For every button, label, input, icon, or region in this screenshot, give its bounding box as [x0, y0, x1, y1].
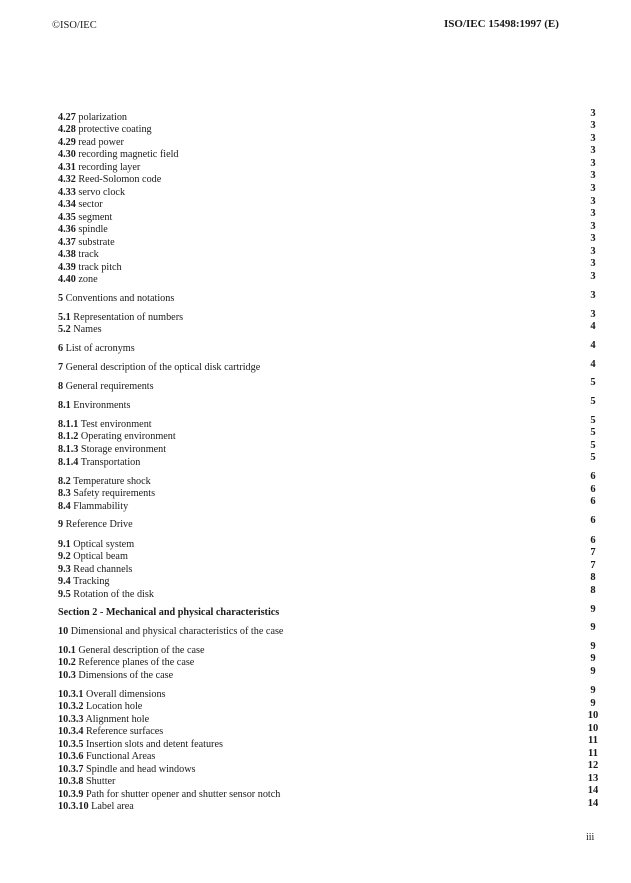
toc-entry-title: Alignment hole [85, 714, 150, 725]
toc-page-number: 12 [587, 760, 599, 771]
toc-entry-number: 10.3.4 [58, 726, 84, 737]
toc-entry-number: 8.1.4 [58, 457, 79, 468]
toc-entry-title: General description of the optical disk cartridge [65, 362, 261, 373]
toc-entry-title: Test environment [80, 419, 152, 430]
toc-page-number: 3 [590, 271, 596, 282]
toc-entry[interactable] [58, 343, 135, 355]
toc-entry-title: segment [78, 212, 113, 223]
toc-page-number: 7 [590, 560, 596, 571]
toc-entry[interactable] [58, 539, 134, 551]
standard-id-header: ISO/IEC 15498:1997 (E) [444, 18, 559, 30]
toc-entry[interactable] [58, 199, 103, 211]
toc-entry-title: Reference Drive [65, 519, 133, 530]
toc-entry-number: 8.1.3 [58, 444, 79, 455]
toc-entry-number: 4.30 [58, 149, 76, 160]
toc-entry-title: Storage environment [80, 444, 167, 455]
toc-entry-title: Label area [91, 801, 134, 812]
toc-page-number: 9 [590, 685, 596, 696]
toc-entry[interactable] [58, 657, 194, 669]
toc-entry[interactable] [58, 670, 173, 682]
toc-entry-number: 4.39 [58, 262, 76, 273]
toc-entry-number: 10.3.10 [58, 801, 89, 812]
toc-page-number: 4 [590, 321, 596, 332]
toc-page-number: 3 [590, 309, 596, 320]
toc-entry-title: List of acronyms [65, 343, 135, 354]
toc-entry[interactable] [58, 237, 115, 249]
toc-entry[interactable] [58, 324, 102, 336]
toc-entry[interactable] [58, 739, 223, 751]
toc-entry-title: sector [78, 199, 103, 210]
toc-page-number: 3 [590, 246, 596, 257]
toc-entry-title: Shutter [86, 776, 116, 787]
toc-entry[interactable] [58, 431, 176, 443]
toc-page-number: 4 [590, 359, 596, 370]
toc-entry-number: 9 [58, 519, 64, 530]
toc-entry[interactable] [58, 457, 140, 469]
toc-entry-number: 8 [58, 381, 64, 392]
toc-entry[interactable] [58, 362, 260, 374]
toc-entry-title: Environments [73, 400, 131, 411]
toc-entry-title: Insertion slots and detent features [86, 739, 223, 750]
toc-entry-number: 10.3 [58, 670, 76, 681]
toc-page-number: 3 [590, 158, 596, 169]
toc-entry-number: 10.3.9 [58, 789, 84, 800]
toc-entry-number: 10.3.7 [58, 764, 84, 775]
toc-entry-title: Operating environment [80, 431, 176, 442]
toc-entry-number: 8.2 [58, 476, 71, 487]
toc-entry[interactable] [58, 187, 125, 199]
toc-page-number: 6 [590, 496, 596, 507]
toc-page-number: 3 [590, 221, 596, 232]
toc-page-number: 6 [590, 471, 596, 482]
toc-page-number: 5 [590, 415, 596, 426]
toc-page-number: 9 [590, 641, 596, 652]
toc-entry[interactable] [58, 419, 152, 431]
toc-entry-title: Flammability [73, 501, 129, 512]
toc-entry[interactable] [58, 137, 124, 149]
toc-page-number: 6 [590, 535, 596, 546]
toc-entry-title: protective coating [78, 124, 152, 135]
toc-entry-title: Overall dimensions [86, 689, 166, 700]
toc-entry-title: General description of the case [78, 645, 205, 656]
toc-entry-title: recording magnetic field [78, 149, 179, 160]
toc-page-number: 14 [587, 785, 599, 796]
toc-entry-number: 4.34 [58, 199, 76, 210]
toc-entry-number: 8.3 [58, 488, 71, 499]
toc-entry-number: 7 [58, 362, 64, 373]
toc-entry[interactable] [58, 564, 132, 576]
toc-page-number: 6 [590, 484, 596, 495]
toc-entry-number: 4.29 [58, 137, 76, 148]
toc-entry[interactable] [58, 726, 163, 738]
toc-entry[interactable] [58, 149, 179, 161]
toc-entry[interactable] [58, 312, 183, 324]
toc-entry-number: 8.1.1 [58, 419, 79, 430]
toc-entry-title: Names [73, 324, 102, 335]
toc-entry[interactable] [58, 224, 108, 236]
toc-entry-number: 9.2 [58, 551, 71, 562]
toc-entry-number: 4.31 [58, 162, 76, 173]
toc-page-number: 5 [590, 440, 596, 451]
toc-page-number: 3 [590, 145, 596, 156]
toc-entry[interactable] [58, 293, 174, 305]
toc-page-number: 8 [590, 585, 596, 596]
toc-page-number: 14 [587, 798, 599, 809]
toc-page-number: 13 [587, 773, 599, 784]
toc-entry-title: Path for shutter opener and shutter sensor notch [86, 789, 281, 800]
toc-entry-title: Read channels [73, 564, 133, 575]
toc-entry-title: Tracking [73, 576, 110, 587]
toc-entry[interactable] [58, 645, 205, 657]
toc-entry-number: 4.33 [58, 187, 76, 198]
toc-entry-title: track pitch [78, 262, 122, 273]
toc-page-number: 3 [590, 258, 596, 269]
toc-entry-number: 4.35 [58, 212, 76, 223]
toc-entry-number: 4.40 [58, 274, 76, 285]
toc-entry-title: zone [78, 274, 98, 285]
toc-entry[interactable] [58, 701, 142, 713]
toc-entry[interactable] [58, 501, 128, 513]
toc-page-number: 9 [590, 622, 596, 633]
toc-entry[interactable] [58, 551, 128, 563]
toc-page-number: 9 [590, 604, 596, 615]
toc-entry[interactable] [58, 444, 166, 456]
toc-entry-title: Location hole [86, 701, 143, 712]
toc-entry[interactable] [58, 174, 161, 186]
page-number-footer: iii [586, 832, 595, 843]
toc-page-number: 5 [590, 396, 596, 407]
toc-entry-title: Transportation [80, 457, 141, 468]
toc-page-number: 5 [590, 427, 596, 438]
toc-entry[interactable] [58, 124, 152, 136]
toc-entry[interactable] [58, 262, 122, 274]
toc-page-number: 3 [590, 108, 596, 119]
toc-entry[interactable] [58, 589, 154, 601]
toc-entry-title: Dimensional and physical characteristics of the case [70, 626, 284, 637]
toc-entry-title: Spindle and head windows [86, 764, 196, 775]
toc-entry[interactable] [58, 751, 155, 763]
toc-entry-number: 5.1 [58, 312, 71, 323]
toc-page-number: 10 [587, 723, 599, 734]
toc-page-number: 11 [588, 748, 598, 759]
toc-entry-number: 10.3.8 [58, 776, 84, 787]
toc-entry-title: recording layer [78, 162, 141, 173]
toc-page-number: 8 [590, 572, 596, 583]
toc-entry[interactable] [58, 476, 151, 488]
toc-page-number: 3 [590, 120, 596, 131]
toc-entry-title: Functional Areas [86, 751, 156, 762]
toc-entry[interactable] [58, 400, 130, 412]
toc-entry-number: 9.3 [58, 564, 71, 575]
toc-entry-title: track [78, 249, 99, 260]
toc-entry[interactable] [58, 381, 154, 393]
toc-entry-number: 4.37 [58, 237, 76, 248]
toc-page-number: 4 [590, 340, 596, 351]
toc-entry-title: Dimensions of the case [78, 670, 174, 681]
toc-entry[interactable] [58, 488, 155, 500]
toc-entry-number: 8.1.2 [58, 431, 79, 442]
toc-page-number: 3 [590, 196, 596, 207]
toc-page-number: 9 [590, 653, 596, 664]
toc-entry-title: read power [78, 137, 124, 148]
toc-entry-number: 4.38 [58, 249, 76, 260]
toc-entry-number: 8.1 [58, 400, 71, 411]
toc-entry-title: Rotation of the disk [73, 589, 154, 600]
toc-entry-number: 10.3.3 [58, 714, 84, 725]
toc-entry-title: Optical system [73, 539, 135, 550]
toc-entry[interactable] [58, 274, 98, 286]
toc-entry-number: 5.2 [58, 324, 71, 335]
toc-entry[interactable] [58, 212, 112, 224]
toc-entry-title: servo clock [78, 187, 126, 198]
toc-entry[interactable] [58, 249, 99, 261]
toc-entry-number: 10 [58, 626, 69, 637]
toc-entry-number: 4.27 [58, 112, 76, 123]
toc-entry-title: Reference surfaces [86, 726, 164, 737]
toc-entry-number: 8.4 [58, 501, 71, 512]
toc-entry-number: 10.3.1 [58, 689, 84, 700]
toc-entry-number: 5 [58, 293, 64, 304]
toc-entry[interactable] [58, 689, 166, 701]
toc-section-heading[interactable] [58, 607, 279, 619]
toc-entry-title: Reference planes of the case [78, 657, 195, 668]
toc-entry-title: Safety requirements [73, 488, 156, 499]
toc-entry-title: Representation of numbers [73, 312, 184, 323]
toc-entry-number: 10.1 [58, 645, 76, 656]
toc-entry-number: 9.4 [58, 576, 71, 587]
toc-entry-number: Section 2 - Mechanical and physical characteristics [58, 607, 280, 618]
toc-page-number: 3 [590, 170, 596, 181]
toc-entry[interactable] [58, 626, 283, 638]
toc-entry-number: 4.36 [58, 224, 76, 235]
toc-entry-title: substrate [78, 237, 115, 248]
toc-entry-title: spindle [78, 224, 108, 235]
toc-page-number: 5 [590, 377, 596, 388]
toc-entry-number: 9.5 [58, 589, 71, 600]
toc-page-number: 6 [590, 515, 596, 526]
toc-page-number: 9 [590, 698, 596, 709]
toc-page-number: 3 [590, 208, 596, 219]
toc-page-number: 7 [590, 547, 596, 558]
toc-entry-title: General requirements [65, 381, 154, 392]
toc-entry[interactable] [58, 764, 196, 776]
toc-page-number: 3 [590, 133, 596, 144]
toc-entry-number: 9.1 [58, 539, 71, 550]
toc-page-number: 3 [590, 290, 596, 301]
toc-page-number: 5 [590, 452, 596, 463]
toc-entry-number: 10.3.6 [58, 751, 84, 762]
copyright-header: ©ISO/IEC [52, 20, 97, 31]
toc-entry[interactable] [58, 801, 134, 813]
toc-entry-title: Conventions and notations [65, 293, 175, 304]
toc-entry-title: Optical beam [73, 551, 128, 562]
toc-entry-title: Reed-Solomon code [78, 174, 162, 185]
toc-page-number: 10 [587, 710, 599, 721]
toc-entry[interactable] [58, 519, 133, 531]
toc-entry[interactable] [58, 714, 149, 726]
toc-entry[interactable] [58, 112, 127, 124]
toc-entry-title: Temperature shock [73, 476, 151, 487]
toc-entry[interactable] [58, 576, 110, 588]
toc-entry-number: 4.28 [58, 124, 76, 135]
toc-entry-number: 4.32 [58, 174, 76, 185]
toc-page-number: 11 [588, 735, 598, 746]
toc-page-number: 3 [590, 183, 596, 194]
toc-entry-number: 10.3.2 [58, 701, 84, 712]
toc-entry-number: 6 [58, 343, 64, 354]
toc-entry-number: 10.3.5 [58, 739, 84, 750]
toc-page-number: 9 [590, 666, 596, 677]
toc-entry[interactable] [58, 162, 140, 174]
toc-entry-number: 10.2 [58, 657, 76, 668]
toc-entry-title: polarization [78, 112, 128, 123]
toc-entry[interactable] [58, 789, 280, 801]
toc-page-number: 3 [590, 233, 596, 244]
toc-entry[interactable] [58, 776, 115, 788]
